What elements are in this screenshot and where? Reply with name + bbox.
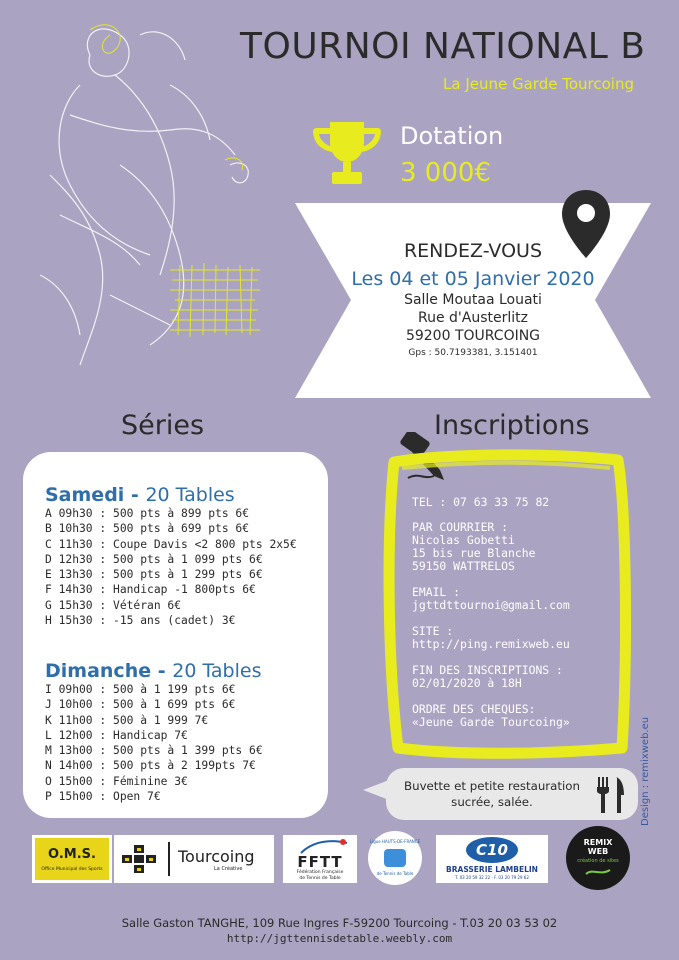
buvette-text: [392, 778, 592, 810]
deadline-label: FIN DES INSCRIPTIONS :: [412, 663, 563, 677]
trophy-icon: [310, 120, 384, 188]
samedi-tables: 20 Tables: [145, 484, 235, 506]
samedi-separator: -: [124, 484, 146, 506]
insc-site: [412, 625, 570, 651]
list-item: O 15h00 : Féminine 3€: [45, 774, 188, 788]
list-item: G 15h30 : Vétéran 6€: [45, 598, 182, 612]
list-item: N 14h00 : 500 pts à 2 199pts 7€: [45, 759, 256, 773]
list-item: B 10h30 : 500 pts à 699 pts 6€: [45, 522, 250, 536]
footer-url[interactable]: http://jgttennisdetable.weebly.com: [226, 932, 453, 945]
insc-deadline: [412, 664, 563, 690]
remix-text-1: REMIX: [583, 838, 613, 847]
brasserie-logo[interactable]: [436, 835, 548, 883]
rendezvous-dates: Les 04 et 05 Janvier 2020: [351, 268, 595, 290]
dotation-label: Dotation: [400, 122, 504, 150]
remix-text-2: WEB: [587, 847, 609, 856]
rendezvous-title: RENDEZ-VOUS: [403, 240, 543, 262]
remixweb-logo[interactable]: [566, 826, 630, 890]
list-item: D 12h30 : 500 pts à 1 099 pts 6€: [45, 552, 263, 566]
page-title: TOURNOI NATIONAL B: [240, 26, 646, 67]
courrier-street: 15 bis rue Blanche: [412, 546, 536, 560]
samedi-list: [45, 506, 297, 628]
courrier-city: 59150 WATTRELOS: [412, 559, 515, 573]
ligue-logo[interactable]: [368, 831, 422, 885]
list-item: M 13h00 : 500 pts à 1 399 pts 6€: [45, 744, 263, 758]
dimanche-day: Dimanche: [45, 660, 152, 682]
tourcoing-logo[interactable]: [114, 835, 274, 883]
venue-name: Salle Moutaa Louati: [404, 292, 542, 308]
dimanche-separator: -: [151, 660, 173, 682]
ligue-top-text: Ligue HAUTS-DE-FRANCE: [369, 839, 421, 844]
list-item: C 11h30 : Coupe Davis <2 800 pts 2x5€: [45, 537, 297, 551]
insc-email: [412, 586, 570, 612]
email-value[interactable]: jgttdttournoi@gmail.com: [412, 598, 570, 612]
series-heading: Séries: [121, 410, 205, 441]
design-credit: Design : remixweb.eu: [640, 716, 651, 826]
insc-tel: TEL : 07 63 33 75 82: [412, 495, 550, 509]
venue-street: Rue d'Austerlitz: [418, 310, 528, 326]
fftt-text: FFTT: [297, 853, 343, 871]
list-item: P 15h00 : Open 7€: [45, 790, 161, 804]
c10-text: C10: [476, 841, 508, 859]
fftt-subtext-1: Fédération Française: [296, 870, 344, 875]
dimanche-list: [45, 682, 263, 804]
courrier-name: Nicolas Gobetti: [412, 533, 515, 547]
oms-subtext: Office Municipal des Sports: [41, 867, 103, 872]
deadline-value: 02/01/2020 à 18H: [412, 676, 522, 690]
club-subtitle: La Jeune Garde Tourcoing: [443, 75, 634, 93]
buvette-line1: Buvette et petite restauration: [404, 779, 580, 793]
list-item: H 15h30 : -15 ans (cadet) 3€: [45, 614, 236, 628]
brasserie-tel: T. 03 20 59 32 22 - F. 03 20 79 29 62: [455, 875, 529, 880]
email-label: EMAIL :: [412, 585, 461, 599]
site-link[interactable]: http://ping.remixweb.eu: [412, 637, 570, 651]
courrier-label: PAR COURRIER :: [412, 520, 509, 534]
dimanche-tables: 20 Tables: [172, 660, 262, 682]
lizard-icon: [584, 866, 612, 878]
tourcoing-emblem-icon: [122, 845, 158, 873]
samedi-title: [45, 484, 235, 506]
venue-city: 59200 TOURCOING: [405, 328, 541, 344]
fftt-subtext-2: de Tennis de Table: [299, 876, 341, 881]
oms-logo[interactable]: [32, 835, 112, 883]
insc-cheques: [412, 703, 570, 729]
tourcoing-text: Tourcoing: [178, 847, 255, 866]
dotation-amount: 3 000€: [400, 158, 491, 188]
list-item: L 12h00 : Handicap 7€: [45, 728, 188, 742]
list-item: F 14h30 : Handicap -1 800pts 6€: [45, 583, 256, 597]
remix-text-3: création de sites: [577, 858, 619, 864]
buvette-pointer: [363, 778, 389, 802]
ligue-map-icon: [384, 849, 406, 867]
brasserie-text: BRASSERIE LAMBELIN: [446, 865, 538, 874]
player-sketch-illustration: [20, 15, 280, 375]
cheques-value: «Jeune Garde Tourcoing»: [412, 715, 570, 729]
inscriptions-heading: Inscriptions: [434, 410, 590, 441]
oms-text: O.M.S.: [48, 847, 96, 862]
site-label: SITE :: [412, 624, 454, 638]
list-item: A 09h30 : 500 pts à 899 pts 6€: [45, 507, 250, 520]
ligue-bottom-text: de Tennis de Table: [376, 871, 414, 876]
cheques-label: ORDRE DES CHEQUES:: [412, 702, 536, 716]
list-item: J 10h00 : 500 à 1 699 pts 6€: [45, 698, 236, 712]
list-item: I 09h00 : 500 à 1 199 pts 6€: [45, 683, 236, 696]
buvette-line2: sucrée, salée.: [451, 795, 533, 809]
samedi-day: Samedi: [45, 484, 125, 506]
insc-courrier: [412, 521, 535, 573]
dimanche-title: [45, 660, 261, 682]
fftt-logo[interactable]: [283, 835, 357, 883]
list-item: K 11h00 : 500 à 1 999 7€: [45, 713, 209, 727]
list-item: E 13h30 : 500 pts à 1 299 pts 6€: [45, 568, 263, 582]
venue-gps: Gps : 50.7193381, 3.151401: [408, 348, 538, 358]
footer-address: Salle Gaston TANGHE, 109 Rue Ingres F-59200 Tourcoing - T.03 20 03 53 02: [121, 916, 558, 930]
fork-knife-icon: [596, 775, 628, 815]
tourcoing-subtext: La Créative: [214, 866, 243, 872]
